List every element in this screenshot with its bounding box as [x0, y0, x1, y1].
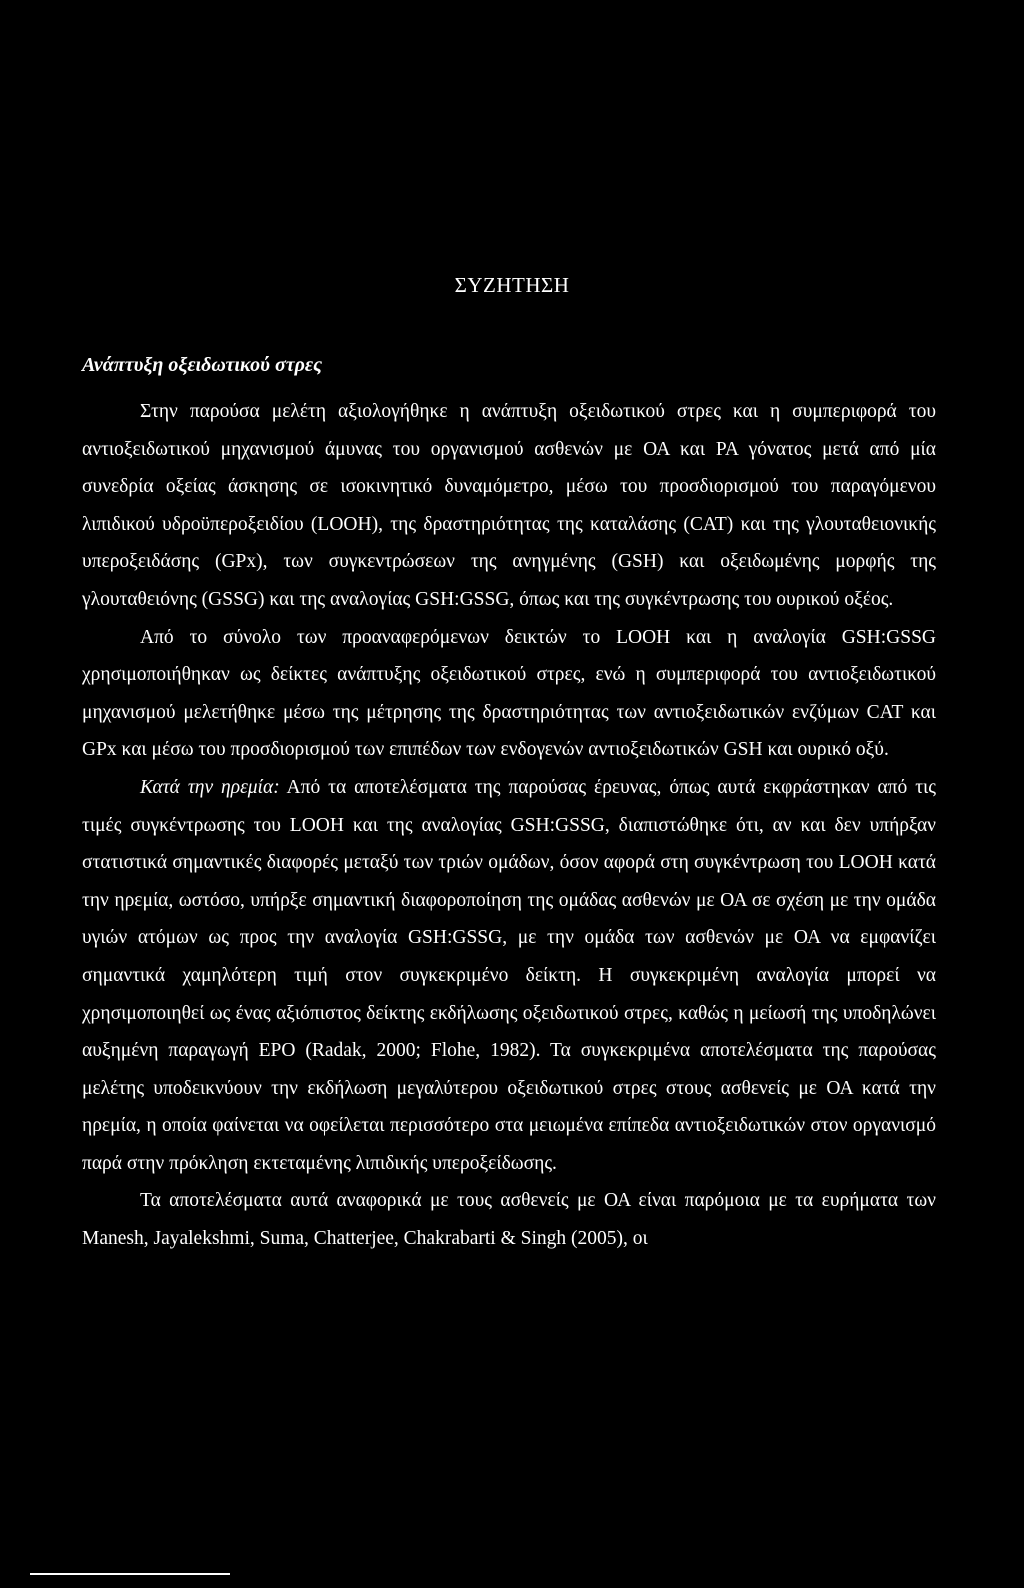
section-title: ΣΥΖΗΤΗΣΗ	[454, 273, 570, 297]
paragraph-1: Στην παρούσα μελέτη αξιολογήθηκε η ανάπτυξη οξειδωτικού στρες και η συμπεριφορά του αντιοξειδωτικού μηχανισμού άμυνας του οργανισμού ασθενών με ΟΑ και ΡΑ γόνατος μετά από μία συνεδρία οξείας άσκησης σε ισοκινητικό δυναμόμετρο, μέσω του προσδιορισμού του παραγόμενου λιπιδικού υδροϋπεροξειδίου (LOOH), της δραστηριότητας της καταλάσης (CAT) και της γλουταθειονικής υπεροξειδάσης (GPx), των συγκεντρώσεων της ανηγμένης (GSH) και οξειδωμένης μορφής της γλουταθειόνης (GSSG) και της αναλογίας GSH:GSSG, όπως και της συγκέντρωσης του ουρικού οξέος.	[82, 401, 936, 610]
section-subtitle: Ανάπτυξη οξειδωτικού στρες	[82, 354, 323, 376]
paragraph-2: Από το σύνολο των προαναφερόμενων δεικτών το LOOH και η αναλογία GSH:GSSG χρησιμοποιήθηκαν ως δείκτες ανάπτυξης οξειδωτικού στρες, ενώ η συμπεριφορά του αντιοξειδωτικού μηχανισμού μελετήθηκε μέσω της μέτρησης της δραστηριότητας των αντιοξειδωτικών ενζύμων CAT και GPx και μέσω του προσδιορισμού των επιπέδων των ενδογενών αντιοξειδωτικών GSH και ουρικό οξύ.	[82, 626, 936, 761]
paragraph-3-text: Από τα αποτελέσματα της παρούσας έρευνας, όπως αυτά εκφράστηκαν από τις τιμές συγκέντρωσης του LOOH και της αναλογίας GSH:GSSG, διαπιστώθηκε ότι, αν και δεν υπήρξαν στατιστικά σημαντικές διαφορές μεταξύ των τριών ομάδων, όσον αφορά στη συγκέντρωση του LOOH κατά την ηρεμία, ωστόσο, υπήρξε σημαντική διαφοροποίηση της ομάδας ασθενών με ΟΑ σε σχέση με την ομάδα υγιών ατόμων ως προς την αναλογία GSH:GSSG, με την ομάδα των ασθενών με ΟΑ να εμφανίζει σημαντικά χαμηλότερη τιμή στον συγκεκριμένο δείκτη. Η συγκεκριμένη αναλογία μπορεί να χρησιμοποιηθεί ως ένας αξιόπιστος δείκτης εκδήλωσης οξειδωτικού στρες, καθώς η μείωσή της υποδηλώνει αυξημένη παραγωγή ΕΡΟ (Radak, 2000; Flohe, 1982). Τα συγκεκριμένα αποτελέσματα της παρούσας μελέτης υποδεικνύουν την εκδήλωση μεγαλύτερου οξειδωτικού στρες στους ασθενείς με ΟΑ κατά την ηρεμία, η οποία φαίνεται να οφείλεται περισσότερο στα μειωμένα επίπεδα αντιοξειδωτικών στον οργανισμό παρά στην πρόκληση εκτεταμένης λιπιδικής υπεροξείδωσης.	[82, 776, 936, 1174]
paragraph-4: Τα αποτελέσματα αυτά αναφορικά με τους ασθενείς με ΟΑ είναι παρόμοια με τα ευρήματα των Manesh, Jayalekshmi, Suma, Chatterjee, Chakrabarti & Singh (2005), οι	[82, 1190, 936, 1250]
paragraph-3	[82, 769, 936, 1183]
body-text	[82, 393, 936, 1258]
footnote-separator	[30, 1573, 230, 1575]
paragraph-3-lead: Κατά την ηρεμία:	[140, 776, 280, 798]
